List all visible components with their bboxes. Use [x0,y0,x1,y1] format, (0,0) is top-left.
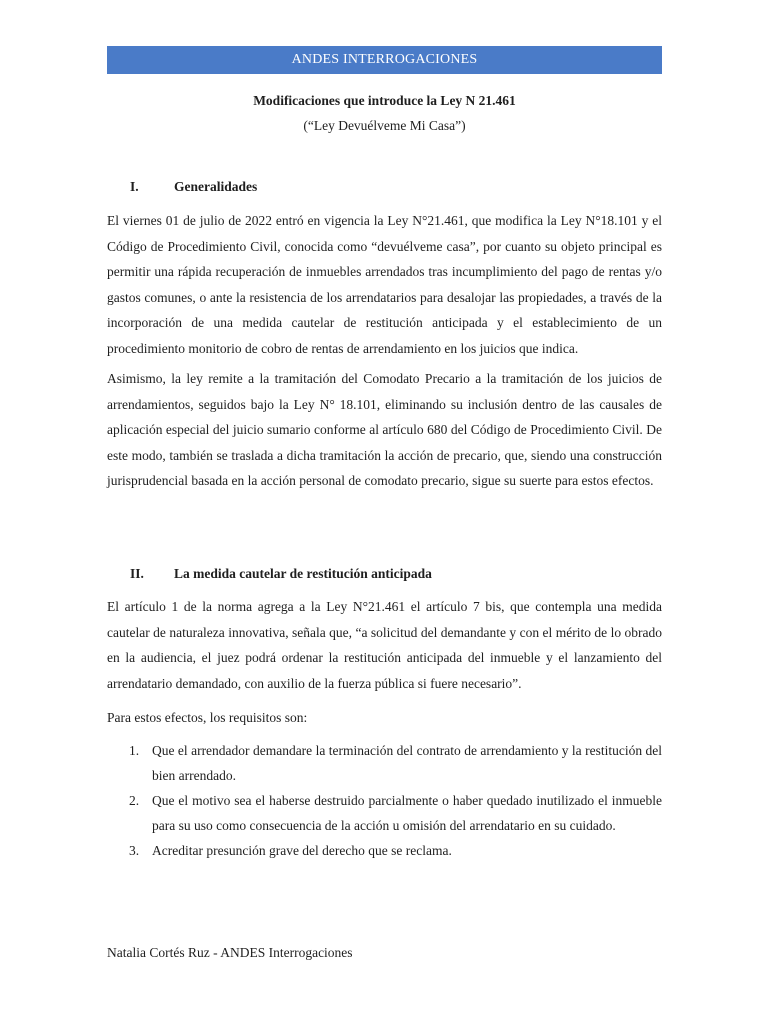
list-marker: 1. [129,743,140,758]
list-marker: 3. [129,843,140,858]
list-marker: 2. [129,793,140,808]
list-item-text: Acreditar presunción grave del derecho que se reclama. [152,843,452,858]
section-heading-generalidades [130,179,257,195]
list-item-text: Que el motivo sea el haberse destruido parcialmente o haber quedado inutilizado el inmueble para su uso como consecuencia de la acción u omisión del arrendatario en su cuidado. [152,793,662,833]
header-banner: ANDES INTERROGACIONES [107,46,662,74]
requirements-list [107,738,662,863]
paragraph: El artículo 1 de la norma agrega a la Ley N°21.461 el artículo 7 bis, que contempla una medida cautelar de naturaleza innovativa, señala que, “a solicitud del demandante y con el mérito de lo obrado en la audiencia, el juez podrá ordenar la restitución anticipada del inmueble y el lanzamiento del arrendatario demandado, con auxilio de la fuerza pública si fuere necesario”. [107,599,662,691]
list-item [107,838,662,863]
document-subtitle: (“Ley Devuélveme Mi Casa”) [303,118,466,133]
paragraph: Para estos efectos, los requisitos son: [107,710,308,725]
section-title: Generalidades [174,179,258,194]
list-item [107,788,662,838]
list-item [107,738,662,788]
document-title: Modificaciones que introduce la Ley N 21.461 [253,93,516,108]
section-number: I. [130,179,139,194]
section-title: La medida cautelar de restitución anticipada [174,566,432,581]
paragraph: Asimismo, la ley remite a la tramitación del Comodato Precario a la tramitación de los juicios de arrendamientos, seguidos bajo la Ley N° 18.101, eliminando su inclusión dentro de las causales de aplicación especial del juicio sumario conforme al artículo 680 del Código de Procedimiento Civil. De este modo, también se traslada a dicha tramitación la acción de precario, que, siendo una construcción jurisprudencial basada en la acción personal de comodato precario, sigue su suerte para estos efectos. [107,371,662,489]
page-footer: Natalia Cortés Ruz - ANDES Interrogaciones [107,945,353,960]
section-number: II. [130,566,144,581]
section-heading-medida-cautelar [130,566,432,582]
paragraph: El viernes 01 de julio de 2022 entró en vigencia la Ley N°21.461, que modifica la Ley N°18.101 y el Código de Procedimiento Civil, conocida como “devuélveme casa”, por cuanto su objeto principal es permitir una rápida recuperación de inmuebles arrendados tras incumplimiento del pago de rentas y/o gastos comunes, o ante la resistencia de los arrendatarios para desalojar las propiedades, a través de la incorporación de una medida cautelar de restitución anticipada y el establecimiento de un procedimiento monitorio de cobro de rentas de arrendamiento en los juicios que indica. [107,213,662,356]
list-item-text: Que el arrendador demandare la terminación del contrato de arrendamiento y la restitución del bien arrendado. [152,743,662,783]
